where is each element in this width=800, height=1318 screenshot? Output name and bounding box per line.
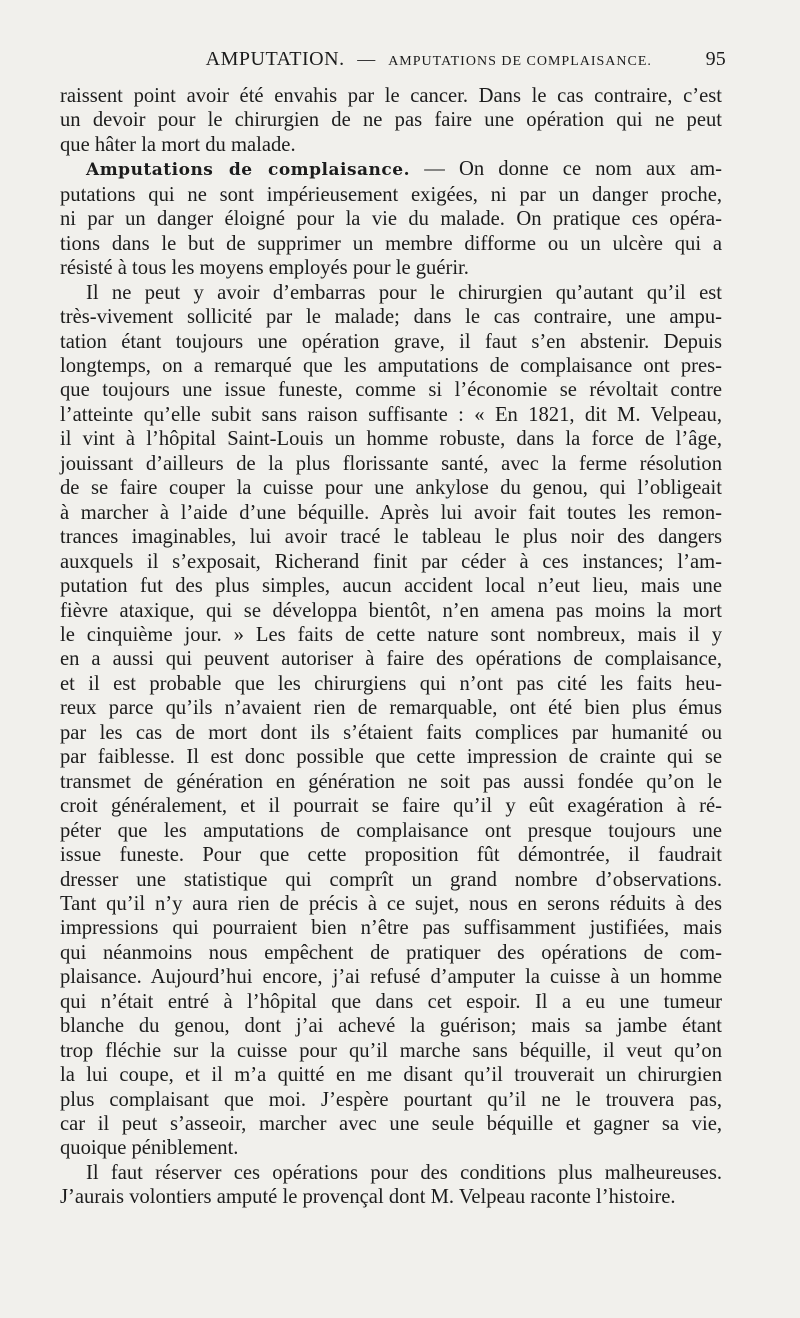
text-line: blanche du genou, dont j’ai achevé la guérison; mais sa jambe étant xyxy=(60,1015,722,1038)
text-line: issue funeste. Pour que cette proposition fût démontrée, il faudrait xyxy=(60,844,722,867)
header-title: AMPUTATION. xyxy=(205,48,345,70)
text-line: plus complaisant que moi. J’espère pourtant qu’il ne le trouvera pas, xyxy=(60,1088,722,1111)
text-line: J’aurais volontiers amputé le provençal dont M. Velpeau raconte l’histoire. xyxy=(60,1186,676,1209)
text-line: de se faire couper la cuisse pour une ankylose du genou, qui l’obligeait xyxy=(60,477,722,500)
section-heading: Amputations de complaisance. xyxy=(86,160,410,181)
text-line: fièvre ataxique, qui se développa bientôt, n’en amena pas moins la mort xyxy=(60,599,722,622)
text-line: résisté à tous les moyens employés pour le guérir. xyxy=(60,257,469,280)
page-number: 95 xyxy=(705,48,726,70)
text-line: que hâter la mort du malade. xyxy=(60,133,296,156)
text-line: jouissant d’ailleurs de la plus florissante santé, avec la ferme résolution xyxy=(60,452,722,475)
text-line: croit généralement, et il pourrait se faire qu’il y eût exagération à ré- xyxy=(60,795,722,818)
text-line: impressions qui pourraient bien n’être pas suffisamment justifiées, mais xyxy=(60,917,722,940)
text-line: tions dans le but de supprimer un membre difforme ou un ulcère qui a xyxy=(60,232,722,255)
text-line: l’atteinte qu’elle subit sans raison suffisante : « En 1821, dit M. Velpeau, xyxy=(60,403,722,426)
text-line: que toujours une issue funeste, comme si l’économie se révoltait contre xyxy=(60,379,722,402)
text-line: transmet de génération en génération ne soit pas aussi fondée qu’on le xyxy=(60,770,722,793)
body-text xyxy=(60,84,722,1210)
header-subtitle: AMPUTATIONS DE COMPLAISANCE. xyxy=(388,54,652,69)
running-header xyxy=(62,48,726,71)
text-line: ni par un danger éloigné pour la vie du malade. On pratique ces opéra- xyxy=(60,208,722,231)
text-line: putations qui ne sont impérieusement exigées, ni par un danger proche, xyxy=(60,183,722,206)
text-line: qui néanmoins nous empêchent de pratiquer des opérations de com- xyxy=(60,941,722,964)
text-line: la lui coupe, et il m’a quitté en me disant qu’il trouverait un chirurgien xyxy=(60,1064,722,1087)
header-title-group xyxy=(62,48,706,71)
text-line: à marcher à l’aide d’une béquille. Après lui avoir fait toutes les remon- xyxy=(60,501,722,524)
section-heading-line xyxy=(60,157,722,182)
text-line: car il peut s’asseoir, marcher avec une seule béquille et gagner sa vie, xyxy=(60,1113,722,1136)
text-line: reux parce qu’ils n’avaient rien de remarquable, ont été bien plus émus xyxy=(60,697,722,720)
text-line: péter que les amputations de complaisance ont presque toujours une xyxy=(60,819,722,842)
text-line: un devoir pour le chirurgien de ne pas faire une opération qui ne peut xyxy=(60,109,722,132)
text-line: putation fut des plus simples, aucun accident local n’eut lieu, mais une xyxy=(60,575,722,598)
text-line: plaisance. Aujourd’hui encore, j’ai refusé d’amputer la cuisse à un homme xyxy=(60,966,722,989)
text-line: qui n’était entré à l’hôpital que dans cet espoir. Il a eu une tumeur xyxy=(60,990,722,1013)
text-line: en a aussi qui peuvent autoriser à faire des opérations de complaisance, xyxy=(60,648,722,671)
text-line: trances imaginables, lui avoir tracé le tableau le plus noir des dangers xyxy=(60,526,722,549)
text-line: longtemps, on a remarqué que les amputations de complaisance ont pres- xyxy=(60,354,722,377)
text-line: par faiblesse. Il est donc possible que cette impression de crainte qui se xyxy=(60,746,722,769)
text-line: Il faut réserver ces opérations pour des conditions plus malheureuses. xyxy=(86,1161,722,1184)
text-line: tation étant toujours une opération grave, il faut s’en abstenir. Depuis xyxy=(60,330,722,353)
text-line: dresser une statistique qui comprît un grand nombre d’observations. xyxy=(60,868,722,891)
text-line: trop fléchie sur la cuisse pour qu’il marche sans béquille, il veut qu’on xyxy=(60,1039,722,1062)
text-line: quoique péniblement. xyxy=(60,1137,239,1160)
text-line: Il ne peut y avoir d’embarras pour le chirurgien qu’autant qu’il est xyxy=(86,281,722,304)
text-line: raissent point avoir été envahis par le cancer. Dans le cas contraire, c’est xyxy=(60,85,722,107)
text-line: le cinquième jour. » Les faits de cette nature sont nombreux, mais il y xyxy=(60,623,722,646)
text-line: Tant qu’il n’y aura rien de précis à ce sujet, nous en serons réduits à des xyxy=(60,892,722,915)
text-line-fragment: — On donne ce nom aux am- xyxy=(424,158,722,181)
header-separator: — xyxy=(357,49,376,69)
text-line: il vint à l’hôpital Saint-Louis un homme robuste, dans la force de l’âge, xyxy=(60,428,722,451)
text-line: et il est probable que les chirurgiens qui n’ont pas cité les faits heu- xyxy=(60,672,722,695)
text-line: par les cas de mort dont ils s’étaient faits complices par humanité ou xyxy=(60,721,722,744)
text-line: très-vivement sollicité par le malade; dans le cas contraire, une ampu- xyxy=(60,306,722,329)
text-line: auxquels il s’exposait, Richerand finit par céder à ces instances; l’am- xyxy=(60,550,722,573)
